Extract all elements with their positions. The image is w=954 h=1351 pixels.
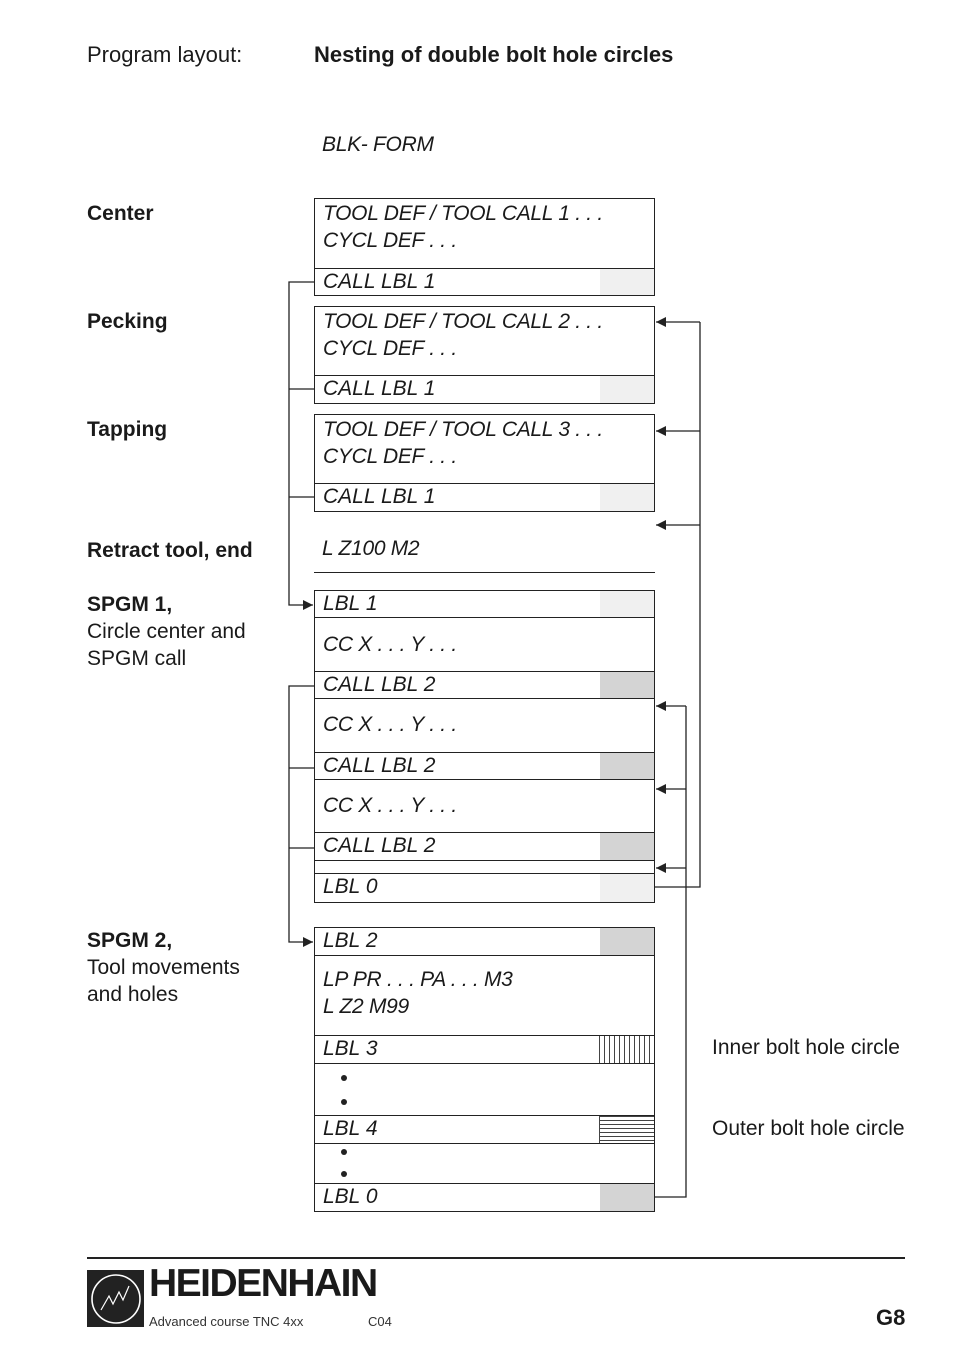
row-call-lbl2-2: CALL LBL 2 [314, 752, 655, 781]
row-lbl1: LBL 1 [314, 590, 655, 619]
page-number: G8 [876, 1305, 906, 1330]
arrow-call-lbl1 [289, 282, 314, 605]
row-lbl0-spgm2: LBL 0 [314, 1183, 655, 1212]
course-name: Advanced course TNC 4xx [149, 1314, 304, 1329]
heidenhain-logo-icon [87, 1270, 144, 1327]
note-inner-circle: Inner bolt hole circle [712, 1036, 900, 1059]
row-call-lbl1-tapping: CALL LBL 1 [314, 483, 655, 512]
label-retract: Retract tool, end [87, 539, 253, 562]
label-spgm2: SPGM 2, Tool movements and holes [87, 929, 240, 1006]
block-cc-3: CC X . . . Y . . . [314, 779, 655, 834]
row-lbl4: LBL 4 [314, 1115, 655, 1145]
block-pecking: TOOL DEF / TOOL CALL 2 . . . CYCL DEF . . . [314, 306, 655, 377]
label-pecking: Pecking [87, 310, 168, 333]
row-lbl0-spgm1: LBL 0 [314, 873, 655, 903]
blk-form-text: BLK- FORM [322, 133, 434, 156]
block-lp: LP PR . . . PA . . . M3 L Z2 M99 [314, 955, 655, 1037]
footer-rule [87, 1257, 905, 1259]
row-lbl2: LBL 2 [314, 927, 655, 957]
row-call-lbl2-1: CALL LBL 2 [314, 671, 655, 700]
brand-name: HEIDENHAIN [149, 1262, 377, 1305]
block-center: TOOL DEF / TOOL CALL 1 . . . CYCL DEF . . . [314, 198, 655, 270]
course-code: C04 [368, 1314, 392, 1329]
note-outer-circle: Outer bolt hole circle [712, 1117, 905, 1140]
label-tapping: Tapping [87, 418, 168, 441]
row-call-lbl1-pecking: CALL LBL 1 [314, 375, 655, 404]
block-cc-2: CC X . . . Y . . . [314, 698, 655, 753]
label-spgm1: SPGM 1, Circle center and SPGM call [87, 593, 246, 670]
header-label: Program layout: [87, 42, 243, 67]
block-tapping: TOOL DEF / TOOL CALL 3 . . . CYCL DEF . . . [314, 414, 655, 485]
row-lbl3: LBL 3 [314, 1035, 655, 1065]
arrow-call-lbl2 [289, 686, 314, 942]
page-title: Nesting of double bolt hole circles [314, 42, 674, 67]
row-call-lbl1-center: CALL LBL 1 [314, 268, 655, 296]
label-center: Center [87, 202, 154, 225]
retract-code: L Z100 M2 [322, 537, 420, 560]
row-call-lbl2-3: CALL LBL 2 [314, 832, 655, 862]
block-cc-1: CC X . . . Y . . . [314, 617, 655, 673]
